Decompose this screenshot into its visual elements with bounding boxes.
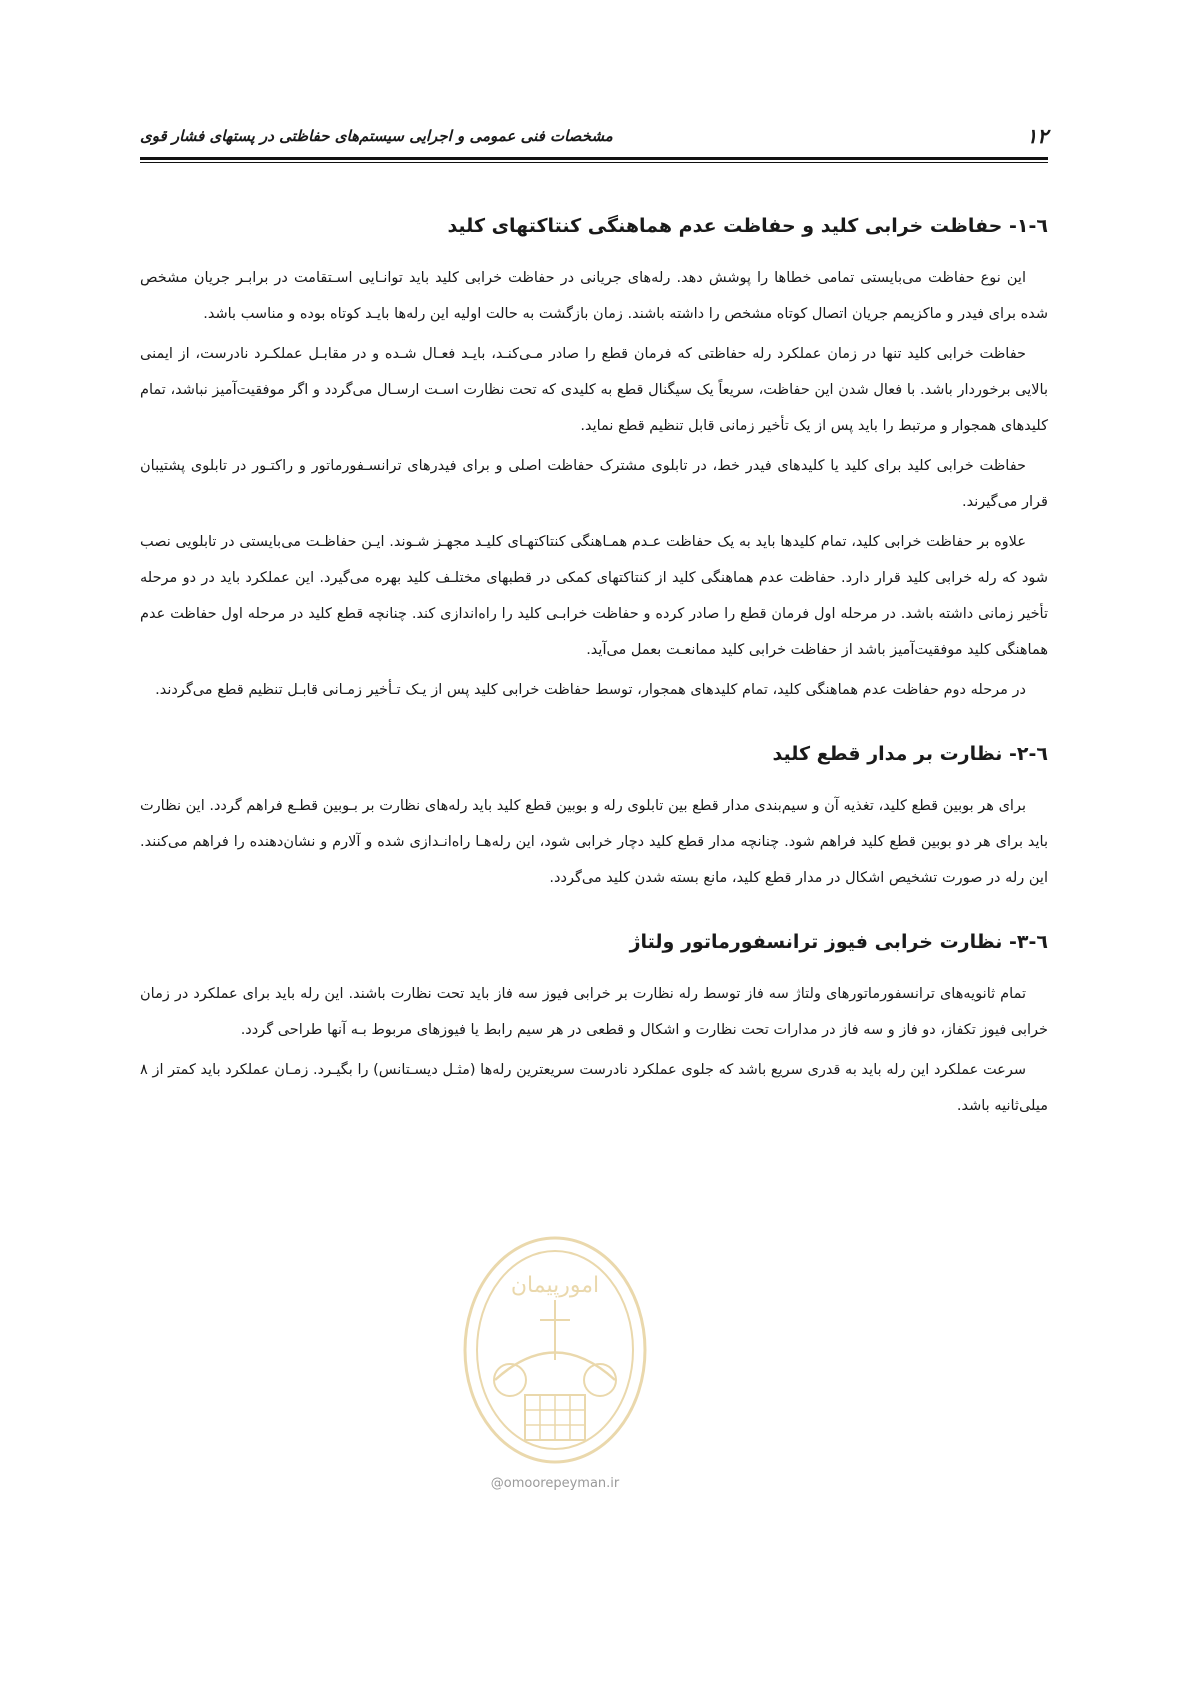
paragraph: علاوه بر حفاظت خرابی کلید، تمام کلیدها باید به یک حفاظت عـدم همـاهنگی کنتاکتهـای کلیـد مجهـز شـوند. ایـن حفاظـت می‌بایستی در تابلویی نصب شود که رله خرابی کلید قرار دارد. حفاظت عدم هماهنگی کلید از کنتاکتهای کمکی در قطبهای مختلـف کلید بهره می‌گیرد. این عملکرد باید در دو مرحله تأخیر زمانی داشته باشد. در مرحله اول فرمان قطع را صادر کرده و حفاظت خرابـی کلید را راه‌اندازی کند. چنانچه قطع کلید در مرحله اول حفاظت عدم هماهنگی کلید موفقیت‌آمیز باشد از حفاظت خرابی کلید ممانعـت بعمل می‌آید. <box>140 534 1048 658</box>
paragraph: در مرحله دوم حفاظت عدم هماهنگی کلید، تمام کلیدهای همجوار، توسط حفاظت خرابی کلید پس از یـک تـأخیر زمـانی قابـل تنظیم قطع می‌گردند. <box>155 682 1026 698</box>
section-trip-circuit-supervision <box>140 738 1048 896</box>
running-title: مشخصات فنی عمومی و اجرایی سیستم‌های حفاظتی در پستهای فشار قوی <box>140 127 613 145</box>
page-number: ۱۲ <box>1026 124 1048 148</box>
watermark-url: @omoorepeyman.ir <box>490 1476 620 1491</box>
paragraph: حفاظت خرابی کلید برای کلید یا کلیدهای فیدر خط، در تابلوی مشترک حفاظت اصلی و برای فیدرهای ترانسـفورماتور و راکتـور در تابلوی پشتیبان قرار می‌گیرند. <box>140 458 1048 510</box>
paragraph: تمام ثانویه‌های ترانسفورماتورهای ولتاژ سه فاز توسط رله نظارت بر خرابی فیوز سه فاز باید تحت نظارت باشند. این رله باید برای عملکرد در زمان خرابی فیوز تکفاز، دو فاز و سه فاز در مدارات تحت نظارت و اشکال و قطعی در هر سیم رابط یا فیوزهای مربوط بـه آنها طراحی گردد. <box>140 986 1048 1038</box>
running-header <box>140 118 1048 154</box>
section-heading: ٦-١- حفاظت خرابی کلید و حفاظت عدم هماهنگی کنتاکتهای کلید <box>447 215 1048 237</box>
paragraph: این نوع حفاظت می‌بایستی تمامی خطاها را پوشش دهد. رله‌های جریانی در حفاظت خرابی کلید باید توانـایی اسـتقامت در برابـر جریان مشخص شده برای فیدر و ماکزیمم جریان اتصال کوتاه مشخص را داشته باشند. زمان بازگشت به حالت اولیه این رله‌ها بایـد کوتاه بوده و مناسب باشد. <box>140 270 1048 322</box>
paragraph: برای هر بوبین قطع کلید، تغذیه آن و سیم‌بندی مدار قطع بین تابلوی رله و بوبین قطع کلید باید رله‌های نظارت بر بـوبین قطـع فراهم گردد. این نظارت باید برای هر دو بوبین قطع کلید فراهم شود. چنانچه مدار قطع کلید دچار خرابی شود، این رله‌هـا راه‌انـدازی شده و آلارم و نشان‌دهنده را فراهم می‌کنند. این رله در صورت تشخیص اشکال در مدار قطع کلید، مانع بسته شدن کلید می‌گردد. <box>140 798 1048 886</box>
paragraph: حفاظت خرابی کلید تنها در زمان عملکرد رله حفاظتی که فرمان قطع را صادر مـی‌کنـد، بایـد فعـال شـده و در مقابـل عملکـرد نادرست، از ایمنی بالایی برخوردار باشد. با فعال شدن این حفاظت، سریعاً یک سیگنال قطع به کلیدی که تحت نظارت اسـت ارسـال می‌گردد و اگر موفقیت‌آمیز نباشد، تمام کلیدهای همجوار و مرتبط را باید پس از یک تأخیر زمانی قابل تنظیم قطع نماید. <box>140 346 1048 434</box>
watermark-logo-text: امورپیمان <box>510 1273 600 1298</box>
paragraph: سرعت عملکرد این رله باید به قدری سریع باشد که جلوی عملکرد نادرست سریعترین رله‌ها (مثـل دیسـتانس) را بگیـرد. زمـان عملکرد باید کمتر از ۸ میلی‌ثانیه باشد. <box>140 1062 1048 1114</box>
section-vt-fuse-failure <box>140 926 1048 1124</box>
section-breaker-failure <box>140 210 1048 708</box>
section-heading: ٦-٢- نظارت بر مدار قطع کلید <box>772 743 1048 765</box>
header-rule-thick <box>140 157 1048 160</box>
document-body <box>140 210 1048 1154</box>
watermark-logo <box>455 1230 655 1470</box>
section-heading: ٦-٣- نظارت خرابی فیوز ترانسفورماتور ولتاژ <box>629 931 1048 953</box>
header-rule-thin <box>140 162 1048 163</box>
